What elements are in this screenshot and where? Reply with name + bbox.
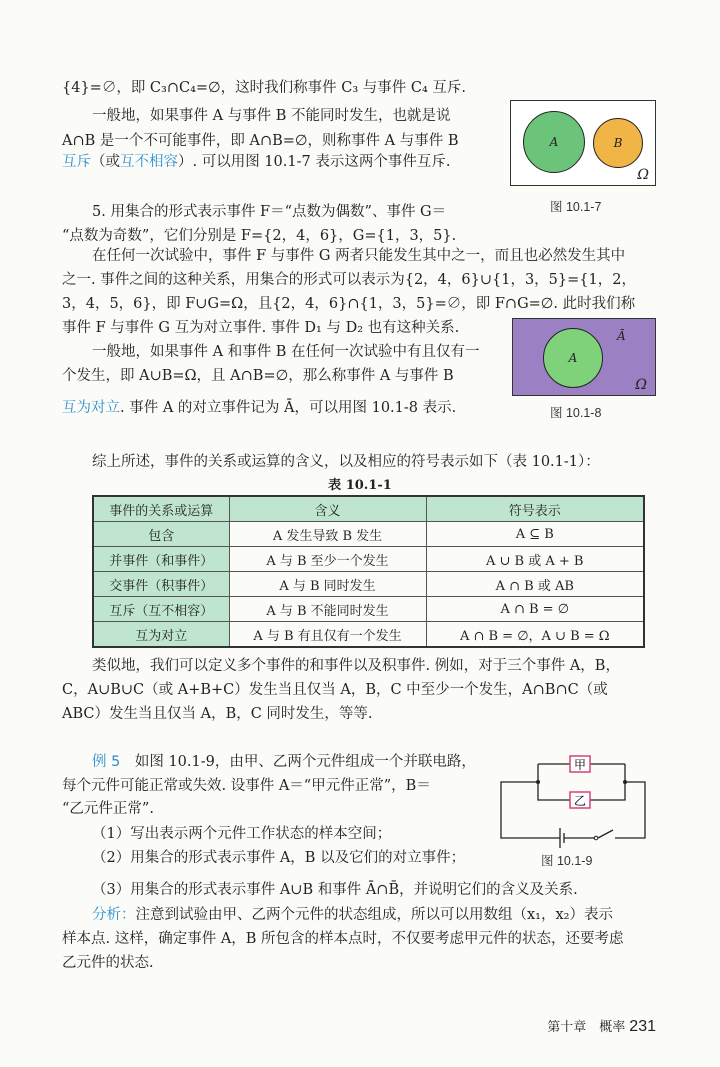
- text-line: [92, 752, 476, 772]
- emphasis-term: 分析：: [92, 907, 136, 923]
- text-line: [62, 270, 636, 290]
- table-row: [93, 597, 644, 622]
- table-title: 表 10.1-1: [328, 478, 392, 493]
- text-line: [62, 398, 456, 418]
- emphasis-term: 互斥: [62, 154, 91, 170]
- text-segment: ABC）发生当且仅当 A，B，C 同时发生，等等.: [62, 706, 373, 722]
- text-segment: A∩B 是一个不可能事件，即 A∩B=∅，则称事件 A 与事件 B: [62, 133, 459, 149]
- table-row: [93, 572, 644, 597]
- text-segment: （2）用集合的形式表示事件 A，B 以及它们的对立事件；: [92, 850, 466, 866]
- text-line: [62, 366, 454, 386]
- text-segment: C，A∪B∪C（或 A+B+C）发生当且仅当 A，B，C 中至少一个发生，A∩B∩C（或: [62, 682, 608, 698]
- text-line: [62, 226, 456, 246]
- table-cell: A ∩ B = ∅: [426, 597, 644, 622]
- text-line: [62, 152, 450, 172]
- omega-label: Ω: [635, 377, 647, 393]
- text-segment: 事件 F 与事件 G 互为对立事件. 事件 D₁ 与 D₂ 也有这种关系.: [62, 320, 460, 336]
- text-segment: 5. 用集合的形式表示事件 F＝“点数为偶数”、事件 G＝: [92, 204, 447, 220]
- text-line: [62, 78, 466, 98]
- text-line: [92, 848, 465, 868]
- table-cell: 互斥（互不相容）: [93, 597, 229, 622]
- text-segment: 之一. 事件之间的这种关系，用集合的形式可以表示为{2，4，6}∪{1，3，5}={1，2，: [62, 272, 636, 288]
- set-a-label: A: [549, 135, 559, 149]
- text-line: [92, 452, 600, 472]
- text-segment: {4}=∅，即 C₃∩C₄=∅，这时我们称事件 C₃ 与事件 C₄ 互斥.: [62, 80, 467, 96]
- figure-caption: 图 10.1-7: [550, 200, 602, 214]
- column-header: 事件的关系或运算: [93, 496, 229, 522]
- text-segment: . 事件 A 的对立事件记为 Ā，可以用图 10.1-8 表示.: [120, 400, 457, 416]
- column-header: 含义: [229, 496, 426, 522]
- text-segment: 每个元件可能正常或失效. 设事件 A＝“甲元件正常”，B＝: [62, 778, 431, 794]
- text-segment: 类似地，我们可以定义多个事件的和事件以及积事件. 例如，对于三个事件 A，B，: [92, 658, 620, 674]
- component-jia-label: 甲: [573, 758, 587, 772]
- complement-label: Ā: [617, 329, 626, 343]
- text-line: [92, 656, 620, 676]
- text-segment: 注意到试验由甲、乙两个元件的状态组成，所以可以用数组（x₁，x₂）表示: [135, 907, 613, 923]
- table-row: [93, 547, 644, 572]
- table-cell: 互为对立: [93, 622, 229, 648]
- page-number: 231: [629, 1018, 656, 1035]
- table-cell: A 与 B 同时发生: [229, 572, 426, 597]
- text-segment: “点数为奇数”，它们分别是 F={2，4，6}，G={1，3，5}.: [62, 228, 457, 244]
- set-b-circle: [593, 118, 643, 168]
- table-cell: 并事件（和事件）: [93, 547, 229, 572]
- text-segment: 在任何一次试验中，事件 F 与事件 G 两者只能发生其中之一，而且也必然发生其中: [92, 248, 626, 264]
- figure-caption: 图 10.1-9: [541, 854, 593, 868]
- table-cell: A 与 B 有且仅有一个发生: [229, 622, 426, 648]
- set-a-label: A: [568, 351, 578, 365]
- table-cell: A 与 B 至少一个发生: [229, 547, 426, 572]
- set-a-circle: [543, 328, 603, 388]
- table-header-row: [93, 496, 644, 522]
- text-line: [62, 294, 635, 314]
- emphasis-term: 互为对立: [62, 400, 120, 416]
- text-line: [62, 318, 459, 338]
- text-line: [92, 905, 613, 925]
- text-line: [62, 953, 154, 973]
- set-b-label: B: [613, 136, 623, 150]
- set-a-circle: [523, 111, 585, 173]
- text-segment: 一般地，如果事件 A 和事件 B 在任何一次试验中有且仅有一: [92, 344, 480, 360]
- text-line: [62, 776, 431, 796]
- venn-mutually-exclusive: [510, 100, 656, 186]
- text-line: [92, 246, 625, 266]
- table-row: [93, 522, 644, 547]
- text-line: [92, 824, 391, 844]
- table-row: [93, 622, 644, 648]
- text-line: [92, 342, 480, 362]
- omega-label: Ω: [637, 167, 649, 183]
- table-cell: A ⊆ B: [426, 522, 644, 547]
- emphasis-term: 例 5: [92, 754, 121, 770]
- text-line: [62, 131, 459, 151]
- table-cell: 交事件（积事件）: [93, 572, 229, 597]
- column-header: 符号表示: [426, 496, 644, 522]
- table-cell: A 发生导致 B 发生: [229, 522, 426, 547]
- table-cell: 包含: [93, 522, 229, 547]
- text-line: [92, 202, 446, 222]
- text-segment: （或: [91, 154, 120, 170]
- component-yi-label: 乙: [573, 794, 587, 808]
- table-cell: A ∩ B 或 AB: [426, 572, 644, 597]
- text-line: [62, 680, 608, 700]
- page-footer: [547, 1016, 656, 1036]
- text-segment: 如图 10.1-9，由甲、乙两个元件组成一个并联电路，: [120, 754, 476, 770]
- text-line: [62, 929, 624, 949]
- text-segment: 个发生，即 A∪B=Ω，且 A∩B=∅，那么称事件 A 与事件 B: [62, 368, 454, 384]
- figure-caption: 图 10.1-8: [550, 406, 602, 420]
- table-cell: A ∪ B 或 A + B: [426, 547, 644, 572]
- event-relations-table: [92, 495, 645, 648]
- text-line: [62, 799, 154, 819]
- table-cell: A ∩ B = ∅，A ∪ B = Ω: [426, 622, 644, 648]
- text-line: [92, 106, 451, 126]
- text-segment: 样本点. 这样，确定事件 A，B 所包含的样本点时，不仅要考虑甲元件的状态，还要考虑: [62, 931, 624, 947]
- chapter-label: 第十章 概率: [547, 1019, 626, 1034]
- text-segment: 综上所述，事件的关系或运算的含义，以及相应的符号表示如下（表 10.1-1）：: [92, 454, 600, 470]
- text-segment: （1）写出表示两个元件工作状态的样本空间；: [92, 826, 392, 842]
- parallel-circuit-diagram: [495, 752, 660, 852]
- venn-complement: [512, 318, 656, 396]
- text-segment: 3，4，5，6}，即 F∪G=Ω，且{2，4，6}∩{1，3，5}=∅，即 F∩G=∅. 此时我们称: [62, 296, 636, 312]
- text-segment: （3）用集合的形式表示事件 A∪B 和事件 Ā∩B̄，并说明它们的含义及关系.: [92, 882, 578, 898]
- text-line: [62, 704, 373, 724]
- text-segment: ）. 可以用图 10.1-7 表示这两个事件互斥.: [178, 154, 451, 170]
- text-segment: 乙元件的状态.: [62, 955, 154, 971]
- emphasis-term: 互不相容: [120, 154, 178, 170]
- table-cell: A 与 B 不能同时发生: [229, 597, 426, 622]
- text-line: [92, 880, 578, 900]
- text-segment: 一般地，如果事件 A 与事件 B 不能同时发生，也就是说: [92, 108, 451, 124]
- text-segment: “乙元件正常”.: [62, 801, 154, 817]
